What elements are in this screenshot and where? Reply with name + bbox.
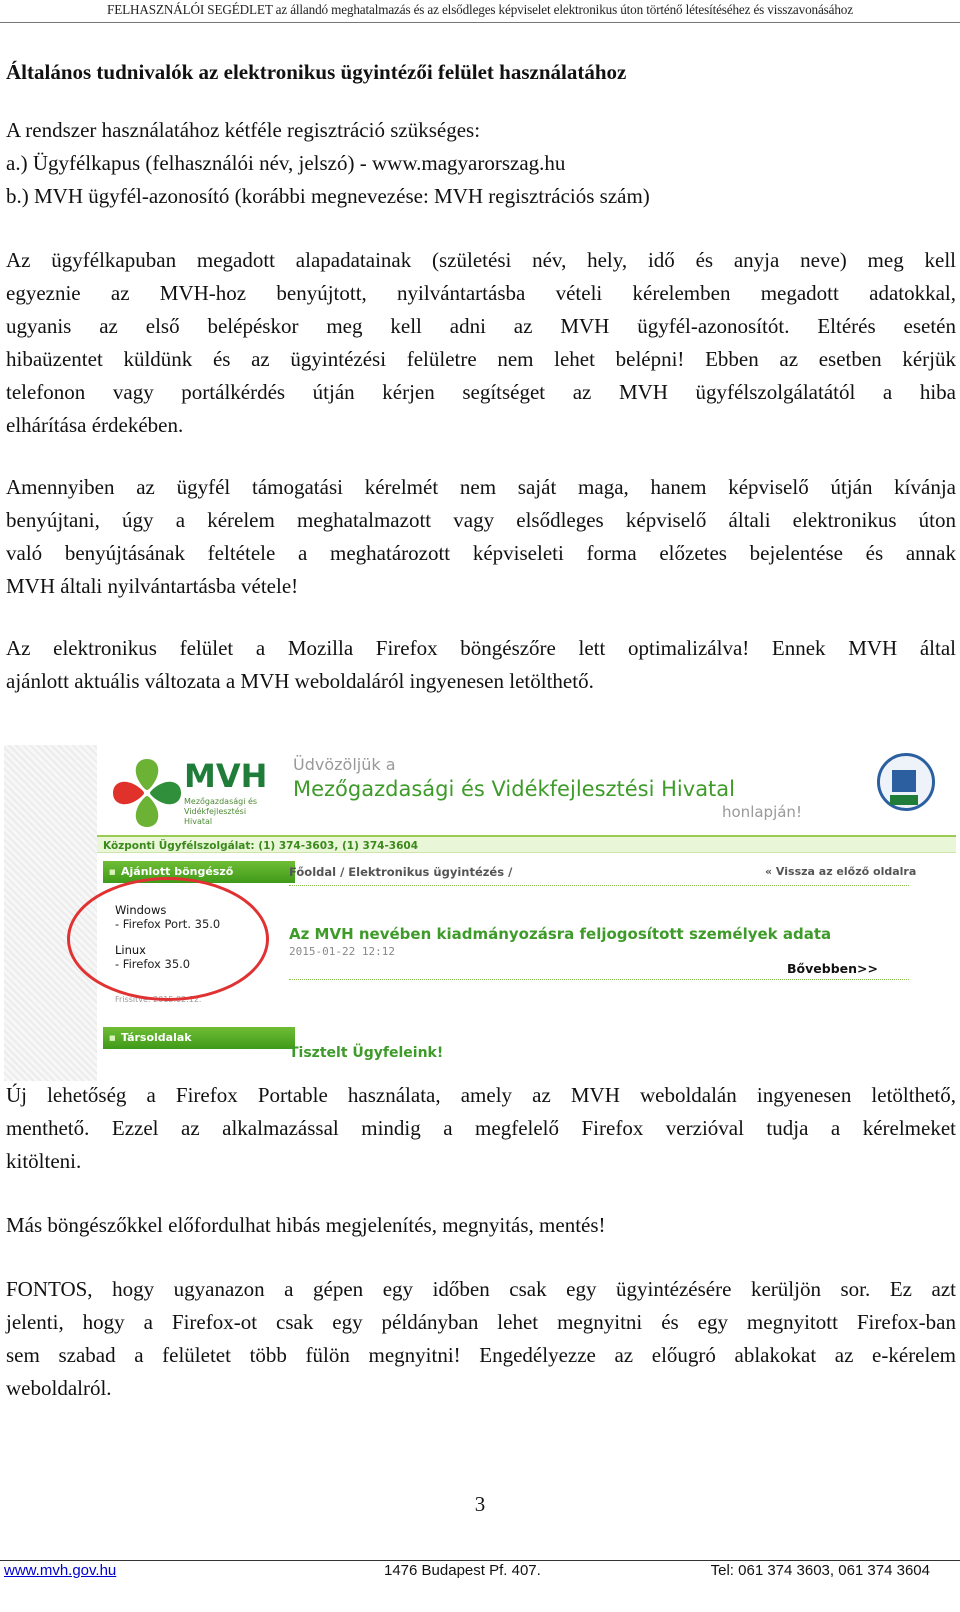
- paragraph-client-data: [6, 244, 956, 442]
- paragraph-line: MVH általi nyilvántartásba vétele!: [6, 574, 299, 598]
- homepage-text: honlapján!: [722, 803, 802, 821]
- paragraph-line: Más böngészőkkel előfordulhat hibás megjelenítés, megnyitás, mentés!: [6, 1213, 606, 1237]
- paragraph-line: Amennyiben az ügyfél támogatási kérelmét nem saját maga, hanem képviselő útján kívánja: [6, 475, 956, 499]
- registration-intro: A rendszer használatához kétféle regisztráció szükséges:: [6, 118, 481, 142]
- registration-item-b: b.) MVH ügyfél-azonosító (korábbi megnevezése: MVH regisztrációs szám): [6, 184, 650, 208]
- page-number: 3: [474, 1492, 486, 1516]
- header-rule: [0, 22, 960, 23]
- website-screenshot: [4, 745, 956, 1081]
- paragraph-important: [6, 1273, 956, 1405]
- welcome-text: Üdvözöljük a: [293, 755, 396, 774]
- site-main: [289, 857, 956, 1081]
- dear-clients-heading: Tisztelt Ügyfeleink!: [289, 1045, 444, 1061]
- paragraph-portable: [6, 1079, 956, 1178]
- paragraph-line: jelenti, hogy a Firefox-ot csak egy példányban lehet megnyitni és egy megnyitott Firefox-ban: [6, 1310, 956, 1334]
- paragraph-line: hibaüzentet küldünk és az ügyintézési felületre nem lehet belépni! Ebben az esetben kérjük: [6, 347, 956, 371]
- paragraph-line: weboldalról.: [6, 1376, 112, 1400]
- logo-subtitle: Mezőgazdasági és Vidékfejlesztési Hivatal: [184, 797, 258, 826]
- paragraph-line: ajánlott aktuális változata a MVH weboldaláról ingyenesen letölthető.: [6, 669, 594, 693]
- certification-tag-icon: [890, 795, 918, 805]
- divider: [289, 885, 909, 887]
- footer-rule: [0, 1560, 960, 1561]
- paragraph-line: Az ügyfélkapuban megadott alapadatainak (születési név, hely, idő és anyja neve) meg kell: [6, 248, 956, 272]
- breadcrumb[interactable]: Főoldal / Elektronikus ügyintézés /: [289, 865, 513, 879]
- browser-box: [103, 887, 295, 1037]
- linux-label: Linux: [115, 943, 146, 957]
- linux-firefox-link[interactable]: - Firefox 35.0: [115, 957, 191, 971]
- paragraph-line: kitölteni.: [6, 1149, 82, 1173]
- document-header: FELHASZNÁLÓI SEGÉDLET az állandó meghatalmazás és az elsődleges képviselet elektronikus úton történő létesítéséhez és visszavonásához: [107, 2, 853, 17]
- paragraph-line: ugyanis az első belépéskor meg kell adni az MVH ügyfél-azonosítót. Eltérés esetén: [6, 314, 956, 338]
- paragraph-representative: [6, 471, 956, 603]
- certification-mark-icon: [892, 770, 916, 792]
- paragraph-firefox: [6, 632, 956, 698]
- paragraph-line: Az elektronikus felület a Mozilla Firefox böngészőre lett optimalizálva! Ennek MVH által: [6, 636, 956, 660]
- paragraph-line: való benyújtásának feltétele a meghatározott képviseleti forma előzetes bejelentése és annak: [6, 541, 956, 565]
- mvh-homepage: [97, 745, 956, 1081]
- paragraph-line: elhárítása érdekében.: [6, 413, 184, 437]
- paragraph-line: sem szabad a felületet több fülön megnyitni! Engedélyezze az előugró ablakokat az e-kérelem: [6, 1343, 956, 1367]
- paragraph-line: egyeznie az MVH-hoz benyújtott, nyilvántartásba vételi kérelemben megadott adatokkal,: [6, 281, 956, 305]
- divider: [289, 979, 909, 981]
- windows-firefox-link[interactable]: - Firefox Port. 35.0: [115, 917, 221, 931]
- registration-item-a: a.) Ügyfélkapus (felhasználói név, jelszó) - www.magyarorszag.hu: [6, 151, 566, 175]
- site-header: [97, 745, 956, 835]
- news-title-link[interactable]: Az MVH nevében kiadmányozásra feljogosított személyek adata: [289, 925, 832, 943]
- social-sites-heading[interactable]: ■ Társoldalak: [103, 1027, 295, 1049]
- recommended-browser-heading[interactable]: ■ Ajánlott böngésző: [103, 861, 295, 883]
- customer-service-bar: Központi Ügyfélszolgálat: (1) 374-3603, (1) 374-3604: [97, 835, 956, 853]
- paragraph-line: Új lehetőség a Firefox Portable használata, amely az MVH weboldalán ingyenesen letölthető,: [6, 1083, 956, 1107]
- updated-date: Frissítve: 2015.02.12.: [115, 995, 202, 1004]
- agency-title: Mezőgazdasági és Vidékfejlesztési Hivatal: [293, 777, 735, 801]
- more-link[interactable]: Bővebben>>: [787, 961, 878, 976]
- paragraph-line: benyújtani, úgy a kérelem meghatalmazott vagy elsődleges képviselő általi elektronikus úton: [6, 508, 956, 532]
- registration-block: [6, 114, 956, 213]
- paragraph-line: menthető. Ezzel az alkalmazással mindig a megfelelő Firefox verzióval tudja a kérelmeket: [6, 1116, 956, 1140]
- footer-website-link[interactable]: www.mvh.gov.hu: [4, 1562, 117, 1579]
- highlight-ring: [67, 877, 269, 1001]
- paragraph-line: FONTOS, hogy ugyanazon a gépen egy időben csak egy ügyintézésére kerüljön sor. Ez azt: [6, 1277, 956, 1301]
- site-sidebar: [97, 857, 297, 1081]
- logo-title: MVH: [184, 757, 268, 795]
- windows-label: Windows: [115, 903, 167, 917]
- back-link[interactable]: « Vissza az előző oldalra: [765, 865, 917, 878]
- paragraph-line: telefonon vagy portálkérdés útján kérjen segítséget az MVH ügyfélszolgálatától a hiba: [6, 380, 956, 404]
- footer-phone: Tel: 061 374 3603, 061 374 3604: [710, 1562, 930, 1579]
- paragraph-other-browsers: [6, 1209, 956, 1242]
- news-date: 2015-01-22 12:12: [289, 945, 395, 958]
- section-heading: Általános tudnivalók az elektronikus ügyintézői felület használatához: [6, 60, 627, 84]
- mvh-logo-icon: [107, 753, 187, 833]
- footer-address: 1476 Budapest Pf. 407.: [384, 1562, 541, 1579]
